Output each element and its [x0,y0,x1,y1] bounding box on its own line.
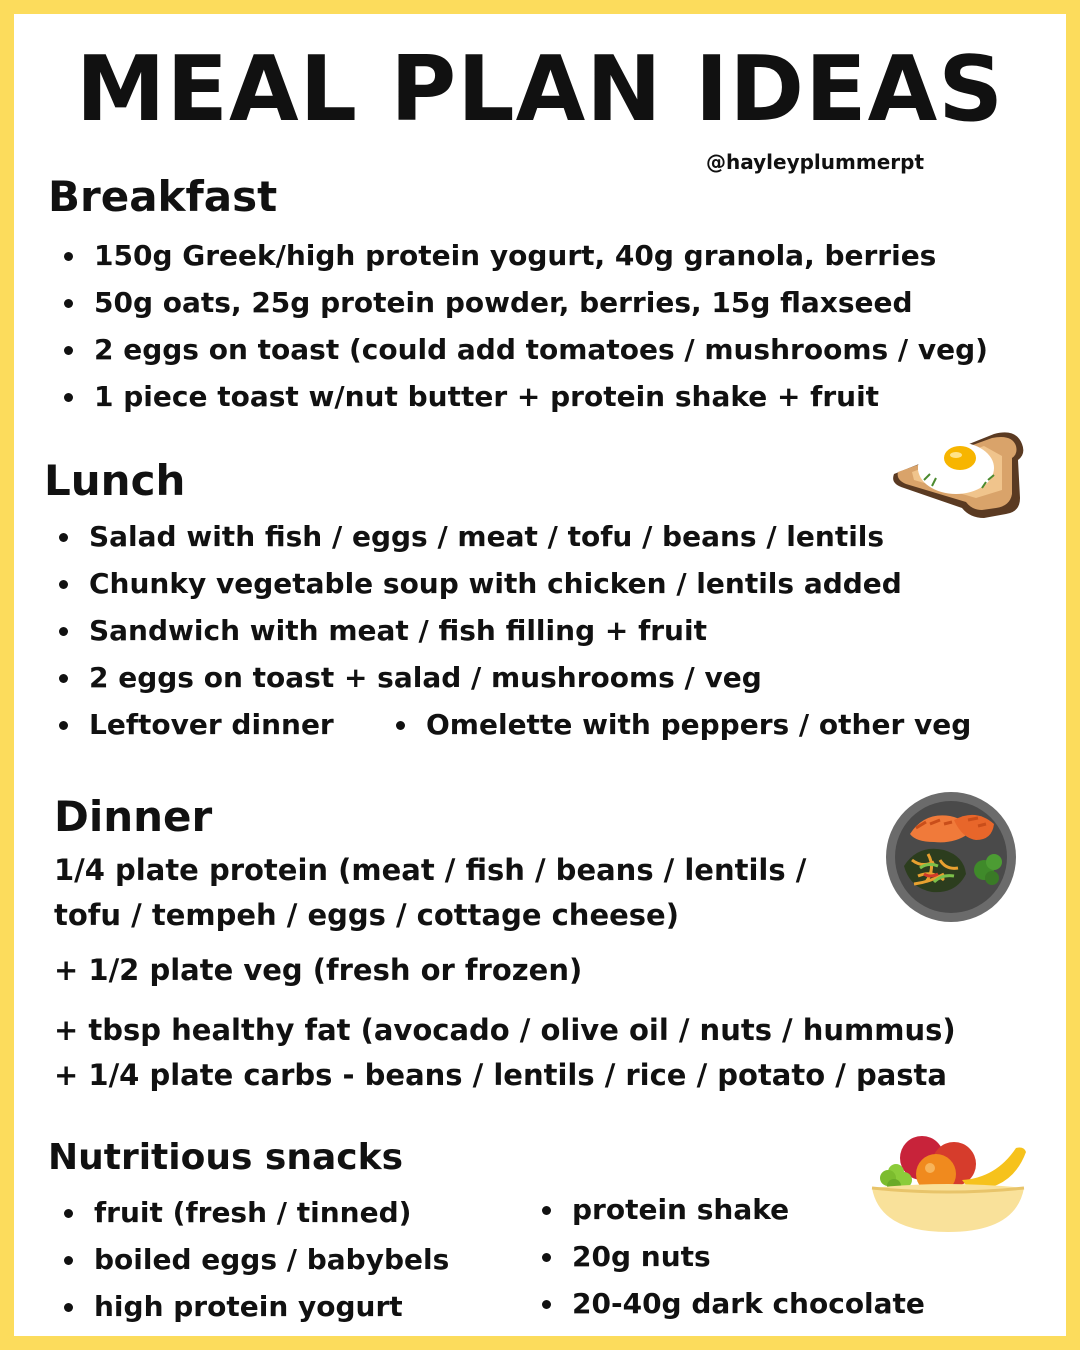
page-title: MEAL PLAN IDEAS [75,37,1005,142]
dinner-line: + 1/4 plate carbs - beans / lentils / rice / potato / pasta [54,1058,947,1092]
list-item: 50g oats, 25g protein powder, berries, 15g flaxseed [60,279,988,326]
breakfast-heading: Breakfast [48,172,278,221]
list-item: boiled eggs / babybels [60,1236,449,1283]
dinner-line: 1/4 plate protein (meat / fish / beans / lentils / [54,853,807,887]
list-item: high protein yogurt [60,1283,449,1330]
list-item: 20-40g dark chocolate [538,1280,925,1327]
list-item: 1 piece toast w/nut butter + protein shake + fruit [60,373,988,420]
snacks-heading: Nutritious snacks [48,1137,403,1178]
list-item: Sandwich with meat / fish filling + fruit [55,607,902,654]
dinner-line: + 1/2 plate veg (fresh or frozen) [54,953,583,987]
list-item: Leftover dinner [55,701,902,748]
fruit-bowl-icon [866,1128,1030,1234]
lunch-extra-list [392,701,971,748]
list-item: protein shake [538,1186,925,1233]
author-handle: @hayleyplummerpt [706,150,925,174]
lunch-heading: Lunch [44,456,186,505]
list-item: 2 eggs on toast + salad / mushrooms / veg [55,654,902,701]
list-item: 20g nuts [538,1233,925,1280]
snacks-list-left [60,1189,449,1330]
breakfast-list [60,232,988,420]
list-item: 150g Greek/high protein yogurt, 40g granola, berries [60,232,988,279]
dinner-line: + tbsp healthy fat (avocado / olive oil / nuts / hummus) [54,1013,956,1047]
list-item: Omelette with peppers / other veg [392,701,971,748]
list-item: Salad with fish / eggs / meat / tofu / beans / lentils [55,513,902,560]
dinner-heading: Dinner [54,792,213,841]
list-item: 2 eggs on toast (could add tomatoes / mushrooms / veg) [60,326,988,373]
list-item: fruit (fresh / tinned) [60,1189,449,1236]
list-item: Chunky vegetable soup with chicken / lentils added [55,560,902,607]
dinner-line: tofu / tempeh / eggs / cottage cheese) [54,898,679,932]
dinner-plate-icon [884,790,1018,924]
egg-toast-icon [884,428,1030,522]
